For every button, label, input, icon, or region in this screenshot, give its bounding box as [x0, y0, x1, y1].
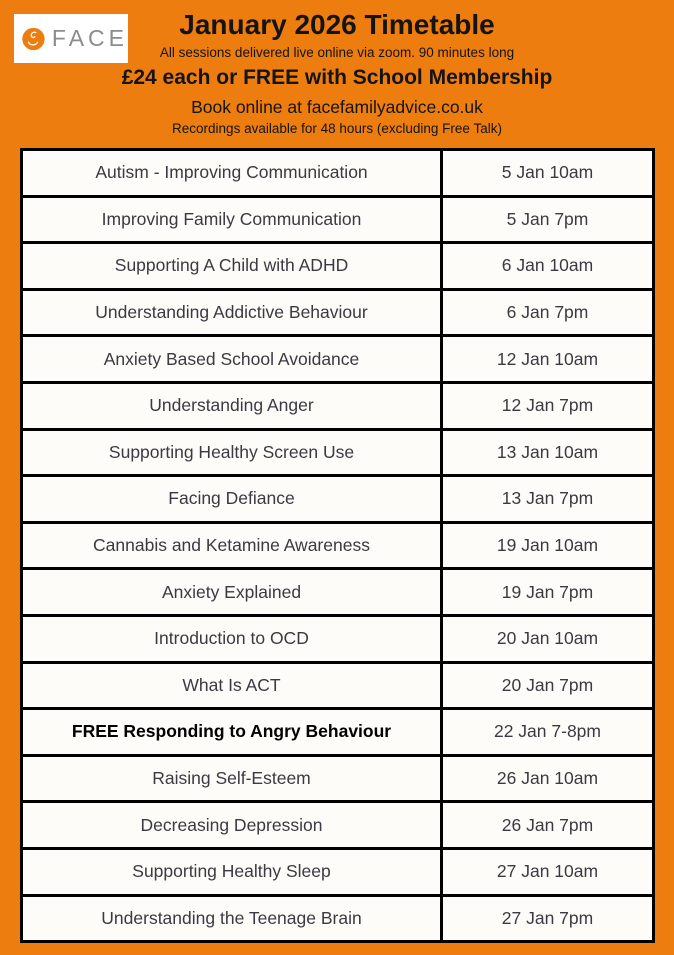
page-title: January 2026 Timetable [179, 9, 495, 40]
subtitle-price: £24 each or FREE with School Membership [121, 66, 553, 89]
logo-text: FACE [51, 25, 128, 51]
table-row [23, 570, 652, 617]
session-name: Autism - Improving Communication [23, 151, 443, 195]
session-datetime: 19 Jan 10am [496, 535, 599, 556]
session-name: Supporting A Child with ADHD [23, 244, 443, 288]
face-logo [14, 14, 128, 63]
session-name: What Is ACT [23, 664, 443, 708]
session-name: Supporting Healthy Screen Use [23, 431, 443, 475]
session-datetime: 6 Jan 10am [501, 255, 594, 276]
table-row [23, 477, 652, 524]
session-name: Introduction to OCD [23, 617, 443, 661]
table-row [23, 850, 652, 897]
session-datetime: 12 Jan 7pm [501, 395, 594, 416]
session-name: Understanding Anger [23, 384, 443, 428]
table-row [23, 897, 652, 941]
table-row [23, 244, 652, 291]
table-row [23, 384, 652, 431]
session-datetime: 20 Jan 10am [496, 628, 599, 649]
session-datetime: 26 Jan 7pm [501, 814, 594, 835]
session-datetime: 27 Jan 10am [496, 861, 599, 882]
session-datetime: 20 Jan 7pm [501, 674, 594, 695]
table-row-free-talk [23, 710, 652, 757]
session-datetime: 22 Jan 7-8pm [493, 721, 601, 742]
session-name: Supporting Healthy Sleep [23, 850, 443, 894]
session-datetime: 19 Jan 7pm [501, 581, 594, 602]
table-row [23, 803, 652, 850]
session-datetime: 5 Jan 7pm [506, 208, 589, 229]
session-name: Facing Defiance [23, 477, 443, 521]
table-row [23, 431, 652, 478]
subtitle-delivery: All sessions delivered live online via zoom. 90 minutes long [159, 45, 515, 60]
session-name: Understanding the Teenage Brain [23, 897, 443, 941]
table-row [23, 617, 652, 664]
face-icon [21, 17, 46, 61]
session-datetime: 5 Jan 10am [501, 162, 594, 183]
session-name: Understanding Addictive Behaviour [23, 291, 443, 335]
session-name: Anxiety Based School Avoidance [23, 337, 443, 381]
session-datetime: 13 Jan 10am [496, 441, 599, 462]
table-row [23, 757, 652, 804]
session-datetime: 6 Jan 7pm [506, 302, 589, 323]
session-name: FREE Responding to Angry Behaviour [23, 710, 443, 754]
subtitle-booking: Book online at facefamilyadvice.co.uk [191, 97, 483, 117]
session-name: Decreasing Depression [23, 803, 443, 847]
table-row [23, 151, 652, 198]
table-row [23, 198, 652, 245]
session-name: Cannabis and Ketamine Awareness [23, 524, 443, 568]
session-name: Improving Family Communication [23, 198, 443, 242]
session-datetime: 27 Jan 7pm [501, 907, 594, 928]
table-row [23, 664, 652, 711]
session-name: Anxiety Explained [23, 570, 443, 614]
session-datetime: 12 Jan 10am [496, 348, 599, 369]
session-datetime: 26 Jan 10am [496, 768, 599, 789]
subtitle-recordings: Recordings available for 48 hours (excluding Free Talk) [172, 121, 502, 136]
session-name: Raising Self-Esteem [23, 757, 443, 801]
table-row [23, 291, 652, 338]
table-row [23, 337, 652, 384]
session-datetime: 13 Jan 7pm [501, 488, 594, 509]
timetable [20, 148, 655, 943]
table-row [23, 524, 652, 571]
